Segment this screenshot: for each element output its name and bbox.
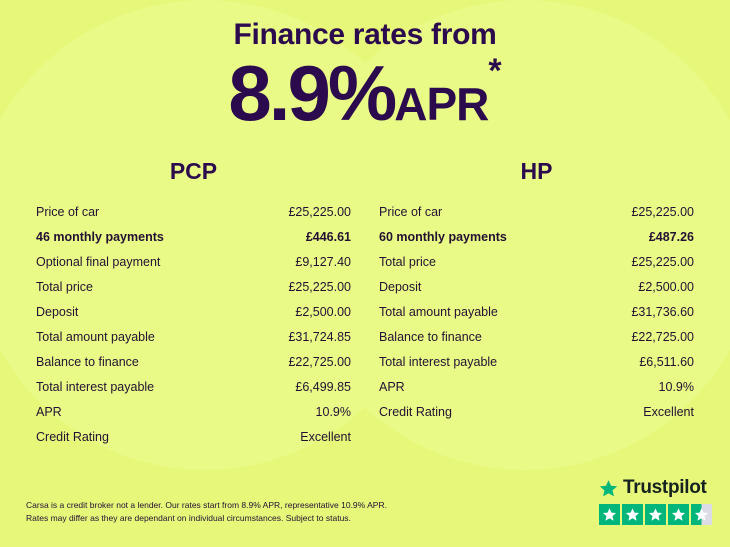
row-value: £6,511.60 xyxy=(639,354,694,369)
row-label: Credit Rating xyxy=(379,404,452,419)
page-title: Finance rates from xyxy=(233,18,497,51)
disclaimer-text xyxy=(26,499,387,525)
row-label: Total interest payable xyxy=(379,354,498,369)
row-value: £22,725.00 xyxy=(631,329,694,344)
row-value: £31,724.85 xyxy=(288,329,351,344)
star-1-icon xyxy=(599,504,620,525)
table-row xyxy=(377,349,696,374)
star-5-half-icon xyxy=(691,504,712,525)
table-row xyxy=(377,199,696,224)
headline-rate xyxy=(0,49,730,137)
trustpilot-rating xyxy=(599,477,712,525)
rate-apr-label: APR xyxy=(394,78,489,130)
row-label: APR xyxy=(379,379,405,394)
table-row xyxy=(34,249,353,274)
row-label: Credit Rating xyxy=(36,429,109,444)
row-value: £31,736.60 xyxy=(631,304,694,319)
row-label: Total price xyxy=(36,279,93,294)
row-value: Excellent xyxy=(300,429,351,444)
table-row xyxy=(34,324,353,349)
table-row xyxy=(34,349,353,374)
star-2-icon xyxy=(622,504,643,525)
table-row xyxy=(377,224,696,249)
table-row xyxy=(34,399,353,424)
row-label: Deposit xyxy=(379,279,422,294)
pcp-title: PCP xyxy=(169,158,218,184)
trustpilot-logo xyxy=(599,477,712,499)
finance-tables xyxy=(0,158,730,449)
row-value: £487.26 xyxy=(648,229,694,244)
row-label: Deposit xyxy=(36,304,79,319)
rate-number: 8.9% xyxy=(228,49,395,137)
table-row xyxy=(377,299,696,324)
row-label: Total interest payable xyxy=(36,379,155,394)
table-row xyxy=(377,374,696,399)
table-row xyxy=(377,249,696,274)
row-label: Balance to finance xyxy=(379,329,482,344)
table-row xyxy=(34,199,353,224)
row-label: Balance to finance xyxy=(36,354,139,369)
trustpilot-stars xyxy=(599,504,712,525)
trustpilot-wordmark: Trustpilot xyxy=(623,477,707,498)
table-row xyxy=(34,374,353,399)
row-value: £2,500.00 xyxy=(638,279,694,294)
disclaimer-line-1: Carsa is a credit broker not a lender. Our rates start from 8.9% APR, representative 10.9% APR. xyxy=(26,499,387,510)
table-row xyxy=(34,299,353,324)
table-row xyxy=(34,274,353,299)
row-value: £25,225.00 xyxy=(288,279,351,294)
pcp-column xyxy=(22,158,365,449)
trustpilot-star-icon xyxy=(599,479,618,498)
star-4-icon xyxy=(668,504,689,525)
row-label: 46 monthly payments xyxy=(36,229,164,244)
row-label: 60 monthly payments xyxy=(379,229,507,244)
row-value: £9,127.40 xyxy=(295,254,351,269)
row-value: £25,225.00 xyxy=(288,204,351,219)
row-label: Total amount payable xyxy=(379,304,498,319)
row-value: £25,225.00 xyxy=(631,204,694,219)
table-row xyxy=(34,424,353,449)
table-row xyxy=(377,274,696,299)
row-label: Optional final payment xyxy=(36,254,161,269)
row-value: 10.9% xyxy=(658,379,694,394)
row-value: £2,500.00 xyxy=(295,304,351,319)
row-label: APR xyxy=(36,404,62,419)
table-row xyxy=(34,224,353,249)
star-3-icon xyxy=(645,504,666,525)
row-label: Price of car xyxy=(379,204,443,219)
row-label: Total price xyxy=(379,254,436,269)
hp-title: HP xyxy=(520,158,553,184)
rate-asterisk: * xyxy=(488,52,502,90)
hp-column xyxy=(365,158,708,449)
row-value: 10.9% xyxy=(315,404,351,419)
hp-table xyxy=(377,199,696,424)
row-value: £446.61 xyxy=(305,229,351,244)
disclaimer-line-2: Rates may differ as they are dependant on individual circumstances. Subject to status. xyxy=(26,512,351,523)
table-row xyxy=(377,399,696,424)
row-value: £6,499.85 xyxy=(295,379,351,394)
row-value: £25,225.00 xyxy=(631,254,694,269)
row-value: £22,725.00 xyxy=(288,354,351,369)
row-label: Total amount payable xyxy=(36,329,155,344)
table-row xyxy=(377,324,696,349)
row-value: Excellent xyxy=(643,404,694,419)
pcp-table xyxy=(34,199,353,449)
row-label: Price of car xyxy=(36,204,100,219)
